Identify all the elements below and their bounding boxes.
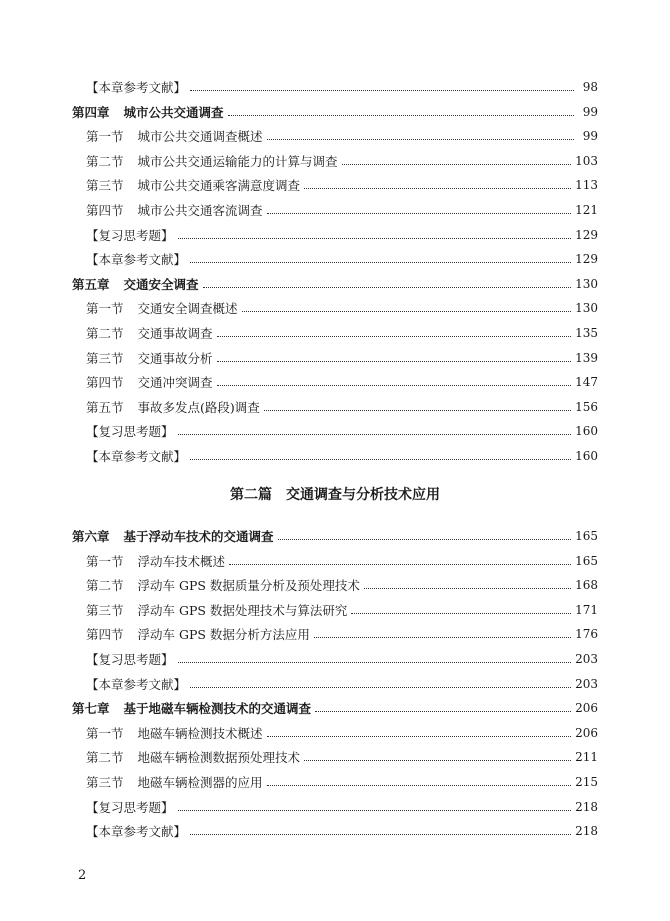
dot-leader — [190, 261, 571, 263]
dot-leader — [228, 114, 574, 116]
toc-page-number: 99 — [582, 104, 598, 119]
dot-leader — [178, 809, 572, 811]
toc-page-number: 218 — [575, 824, 598, 839]
dot-leader — [315, 710, 571, 712]
toc-page-number: 156 — [575, 399, 598, 414]
toc-entry-title — [86, 650, 174, 668]
toc-section-entry[interactable] — [86, 248, 598, 270]
part-number: 第二篇 — [230, 487, 272, 503]
toc-section-entry[interactable] — [86, 420, 598, 442]
toc-section-entry[interactable] — [86, 673, 598, 695]
toc-section-entry[interactable] — [86, 396, 598, 418]
toc-entry-title — [86, 625, 310, 643]
toc-section-entry[interactable] — [86, 445, 598, 467]
toc-section-entry[interactable] — [86, 820, 598, 842]
toc-page-number: 130 — [575, 276, 598, 291]
toc-section-entry[interactable] — [86, 722, 598, 744]
toc-entry-text: 交通安全调查 — [123, 276, 199, 292]
toc-entry-title — [86, 576, 360, 594]
toc-page-number: 129 — [575, 227, 598, 242]
dot-leader — [190, 89, 574, 91]
toc-entry-text: 城市公共交通客流调查 — [137, 203, 263, 218]
toc-page-number: 206 — [575, 701, 598, 716]
toc-entry-text: 事故多发点(路段)调查 — [137, 399, 260, 415]
toc-entry-number: 第三节 — [86, 178, 124, 194]
toc-chapter-entry[interactable] — [72, 273, 598, 295]
dot-leader — [217, 335, 572, 337]
dot-leader — [217, 384, 572, 386]
toc-entry-number: 第四章 — [72, 104, 110, 120]
toc-entry-text: 地磁车辆检测数据预处理技术 — [137, 750, 301, 766]
toc-section-entry[interactable] — [86, 648, 598, 670]
toc-entry-title — [86, 748, 300, 766]
dot-leader — [278, 538, 572, 540]
toc-section-entry[interactable] — [86, 347, 598, 369]
toc-entry-text: 城市公共交通调查概述 — [137, 129, 263, 145]
toc-entry-number: 第四节 — [86, 203, 124, 218]
toc-entry-text: 浮动车 GPS 数据处理技术与算法研究 — [137, 602, 348, 618]
toc-section-entry[interactable] — [86, 76, 598, 98]
toc-entry-title — [86, 176, 300, 194]
toc-entry-title — [86, 552, 225, 570]
toc-section-entry[interactable] — [86, 297, 598, 319]
toc-entry-number: 第六章 — [72, 529, 110, 544]
toc-entry-number: 第七章 — [72, 701, 110, 717]
toc-section-entry[interactable] — [86, 224, 598, 246]
toc-entry-number: 第一节 — [86, 725, 124, 741]
toc-entry-text: 交通事故调查 — [137, 326, 213, 341]
toc-page-number: 139 — [575, 350, 598, 365]
toc-entry-title — [72, 699, 311, 717]
toc-entry-text: 浮动车 GPS 数据质量分析及预处理技术 — [137, 578, 360, 594]
dot-leader — [314, 636, 571, 638]
toc-section-entry[interactable] — [86, 150, 598, 172]
toc-entry-title — [86, 773, 263, 791]
toc-page-number: 113 — [575, 178, 598, 193]
toc-section-entry[interactable] — [86, 371, 598, 393]
toc-section-entry[interactable] — [86, 574, 598, 596]
toc-page-number: 160 — [575, 424, 598, 439]
dot-leader — [178, 661, 572, 663]
dot-leader — [178, 237, 572, 239]
toc-section-entry[interactable] — [86, 174, 598, 196]
toc-page-number: 171 — [575, 602, 598, 617]
dot-leader — [190, 686, 571, 688]
dot-leader — [351, 612, 571, 614]
page-number: 2 — [78, 868, 87, 883]
toc-chapter-entry[interactable] — [72, 697, 598, 719]
toc-entry-title — [86, 724, 263, 742]
toc-entry-number: 第二节 — [86, 750, 124, 766]
toc-entry-title — [86, 250, 186, 268]
toc-page-number: 211 — [575, 750, 598, 765]
toc-entry-title — [86, 201, 263, 219]
toc-page-number: 129 — [575, 252, 598, 267]
toc-entry-number: 第一节 — [86, 553, 124, 569]
toc-entry-text: 【本章参考文献】 — [86, 676, 187, 692]
toc-entry-text: 【本章参考文献】 — [86, 449, 187, 464]
dot-leader — [203, 286, 572, 288]
toc-entry-title — [72, 103, 224, 121]
dot-leader — [267, 212, 572, 214]
toc-page-number: 218 — [575, 799, 598, 814]
toc-page-number: 147 — [575, 375, 598, 390]
toc-section-entry[interactable] — [86, 623, 598, 645]
toc-chapter-entry[interactable] — [72, 525, 598, 547]
toc-page-number: 215 — [575, 775, 598, 789]
toc-entry-number: 第四节 — [86, 627, 124, 643]
toc-entry-title — [86, 78, 186, 96]
dot-leader — [364, 587, 571, 589]
toc-entry-title — [86, 373, 213, 391]
toc-page-number: 165 — [575, 529, 598, 543]
toc-page-number: 135 — [575, 326, 598, 340]
toc-page-number: 98 — [582, 80, 598, 94]
toc-entry-title — [86, 447, 186, 465]
toc-entry-title — [86, 398, 260, 416]
toc-page-number: 203 — [575, 652, 598, 666]
toc-entry-text: 基于浮动车技术的交通调查 — [123, 529, 274, 544]
dot-leader — [178, 433, 572, 435]
toc-section-entry[interactable] — [86, 746, 598, 768]
toc-entry-title — [86, 822, 186, 840]
toc-entry-text: 【本章参考文献】 — [86, 824, 187, 840]
dot-leader — [267, 784, 572, 786]
part-title: 交通调查与分析技术应用 — [286, 487, 440, 503]
dot-leader — [190, 833, 571, 835]
toc-page-number: 203 — [575, 676, 598, 691]
toc-entry-text: 浮动车 GPS 数据分析方法应用 — [137, 627, 310, 643]
toc-page-number: 206 — [575, 725, 598, 740]
toc-entry-title — [86, 127, 263, 145]
toc-entry-number: 第三节 — [86, 775, 124, 790]
toc-entry-text: 【本章参考文献】 — [86, 252, 187, 268]
toc-entry-text: 【复习思考题】 — [86, 227, 174, 243]
part-heading — [0, 484, 670, 504]
toc-entry-number: 第一节 — [86, 129, 124, 145]
toc-entry-title — [86, 349, 213, 367]
toc-page-number: 165 — [575, 553, 598, 568]
dot-leader — [304, 759, 571, 761]
dot-leader — [264, 409, 571, 411]
toc-entry-text: 基于地磁车辆检测技术的交通调查 — [123, 701, 312, 717]
toc-entry-text: 交通事故分析 — [137, 350, 213, 366]
toc-page-number: 103 — [575, 153, 598, 168]
toc-entry-title — [86, 226, 174, 244]
toc-section-entry[interactable] — [86, 550, 598, 572]
dot-leader — [267, 138, 574, 140]
toc-section-entry[interactable] — [86, 599, 598, 621]
toc-entry-text: 地磁车辆检测器的应用 — [137, 775, 263, 790]
dot-leader — [217, 360, 572, 362]
dot-leader — [267, 735, 572, 737]
toc-entry-title — [86, 798, 174, 816]
toc-entry-title — [86, 324, 213, 342]
toc-entry-text: 交通冲突调查 — [137, 375, 213, 391]
toc-entry-text: 城市公共交通调查 — [123, 104, 224, 120]
toc-entry-number: 第三节 — [86, 350, 124, 366]
dot-leader — [342, 163, 572, 165]
toc-entry-text: 地磁车辆检测技术概述 — [137, 725, 263, 741]
toc-entry-text: 【复习思考题】 — [86, 424, 174, 440]
toc-section-entry[interactable] — [86, 125, 598, 147]
toc-section-entry[interactable] — [86, 796, 598, 818]
toc-entry-title — [86, 601, 347, 619]
toc-page-number: 176 — [575, 627, 598, 642]
toc-entry-title — [86, 152, 338, 170]
toc-entry-number: 第四节 — [86, 375, 124, 391]
toc-entry-text: 交通安全调查概述 — [137, 301, 238, 317]
dot-leader — [304, 187, 571, 189]
dot-leader — [229, 563, 571, 565]
toc-entry-text: 城市公共交通乘客满意度调查 — [137, 178, 301, 194]
toc-page-number: 121 — [575, 203, 598, 217]
toc-section-entry[interactable] — [86, 199, 598, 221]
toc-entry-text: 【本章参考文献】 — [86, 80, 187, 95]
toc-entry-title — [72, 527, 274, 545]
toc-entry-title — [86, 299, 238, 317]
dot-leader — [242, 310, 572, 312]
toc-page-number: 130 — [575, 301, 598, 316]
toc-entry-number: 第二节 — [86, 326, 124, 341]
toc-entry-number: 第五节 — [86, 399, 124, 415]
toc-entry-title — [72, 275, 199, 293]
toc-entry-title — [86, 675, 186, 693]
toc-page-number: 168 — [575, 578, 598, 593]
toc-entry-text: 【复习思考题】 — [86, 799, 174, 815]
toc-page-number: 160 — [575, 449, 598, 463]
toc-entry-number: 第五章 — [72, 276, 110, 292]
toc-page-number: 99 — [582, 129, 598, 144]
dot-leader — [190, 458, 571, 460]
toc-entry-number: 第三节 — [86, 602, 124, 618]
toc-entry-number: 第一节 — [86, 301, 124, 317]
toc-chapter-entry[interactable] — [72, 101, 598, 123]
toc-entry-number: 第二节 — [86, 153, 124, 169]
toc-section-entry[interactable] — [86, 322, 598, 344]
toc-entry-title — [86, 422, 174, 440]
toc-entry-text: 【复习思考题】 — [86, 652, 174, 667]
toc-entry-text: 浮动车技术概述 — [137, 553, 226, 569]
toc-entry-text: 城市公共交通运输能力的计算与调查 — [137, 153, 338, 169]
toc-entry-number: 第二节 — [86, 578, 124, 594]
toc-section-entry[interactable] — [86, 771, 598, 793]
